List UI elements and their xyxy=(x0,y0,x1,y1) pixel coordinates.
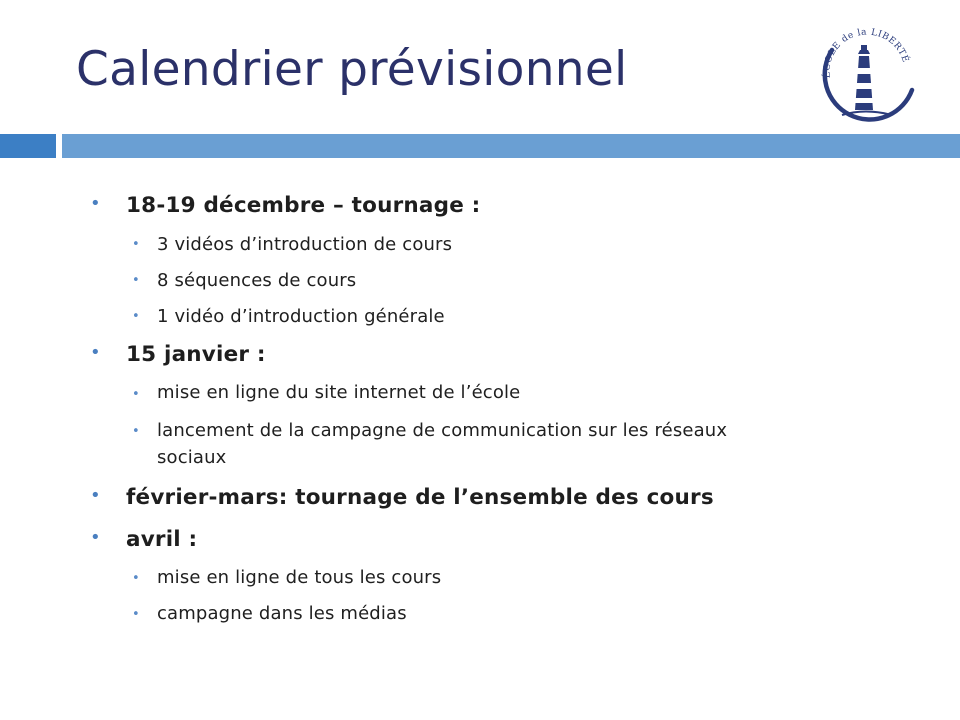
school-logo xyxy=(812,20,918,126)
list-item-heading: février-mars: tournage de l’ensemble des cours xyxy=(126,485,714,510)
logo-text: ÉCOLE de la LIBERTÉ xyxy=(822,27,911,79)
bullet-icon: • xyxy=(132,424,140,439)
list-item-heading: 15 janvier : xyxy=(126,342,266,367)
list-item-heading: avril : xyxy=(126,527,198,552)
list-subitem-continuation: sociaux xyxy=(157,447,227,468)
list-subitem: mise en ligne du site internet de l’école xyxy=(157,382,521,403)
bullet-icon: • xyxy=(90,342,101,363)
accent-bar-right xyxy=(62,134,960,158)
list-item-heading: 18-19 décembre – tournage : xyxy=(126,193,481,218)
slide-title: Calendrier prévisionnel xyxy=(76,42,628,97)
bullet-icon: • xyxy=(90,527,101,548)
bullet-icon: • xyxy=(132,309,140,324)
list-subitem: lancement de la campagne de communication sur les réseaux xyxy=(157,420,728,441)
list-subitem: campagne dans les médias xyxy=(157,603,407,624)
bullet-icon: • xyxy=(132,237,140,252)
bullet-icon: • xyxy=(132,273,140,288)
list-subitem: 3 vidéos d’introduction de cours xyxy=(157,234,453,255)
list-subitem: mise en ligne de tous les cours xyxy=(157,567,442,588)
list-subitem: 1 vidéo d’introduction générale xyxy=(157,306,445,327)
bullet-icon: • xyxy=(90,485,101,506)
list-subitem: 8 séquences de cours xyxy=(157,270,357,291)
bullet-icon: • xyxy=(132,387,140,402)
bullet-icon: • xyxy=(132,571,140,586)
bullet-icon: • xyxy=(132,607,140,622)
bullet-icon: • xyxy=(90,193,101,214)
accent-bar-left xyxy=(0,134,56,158)
